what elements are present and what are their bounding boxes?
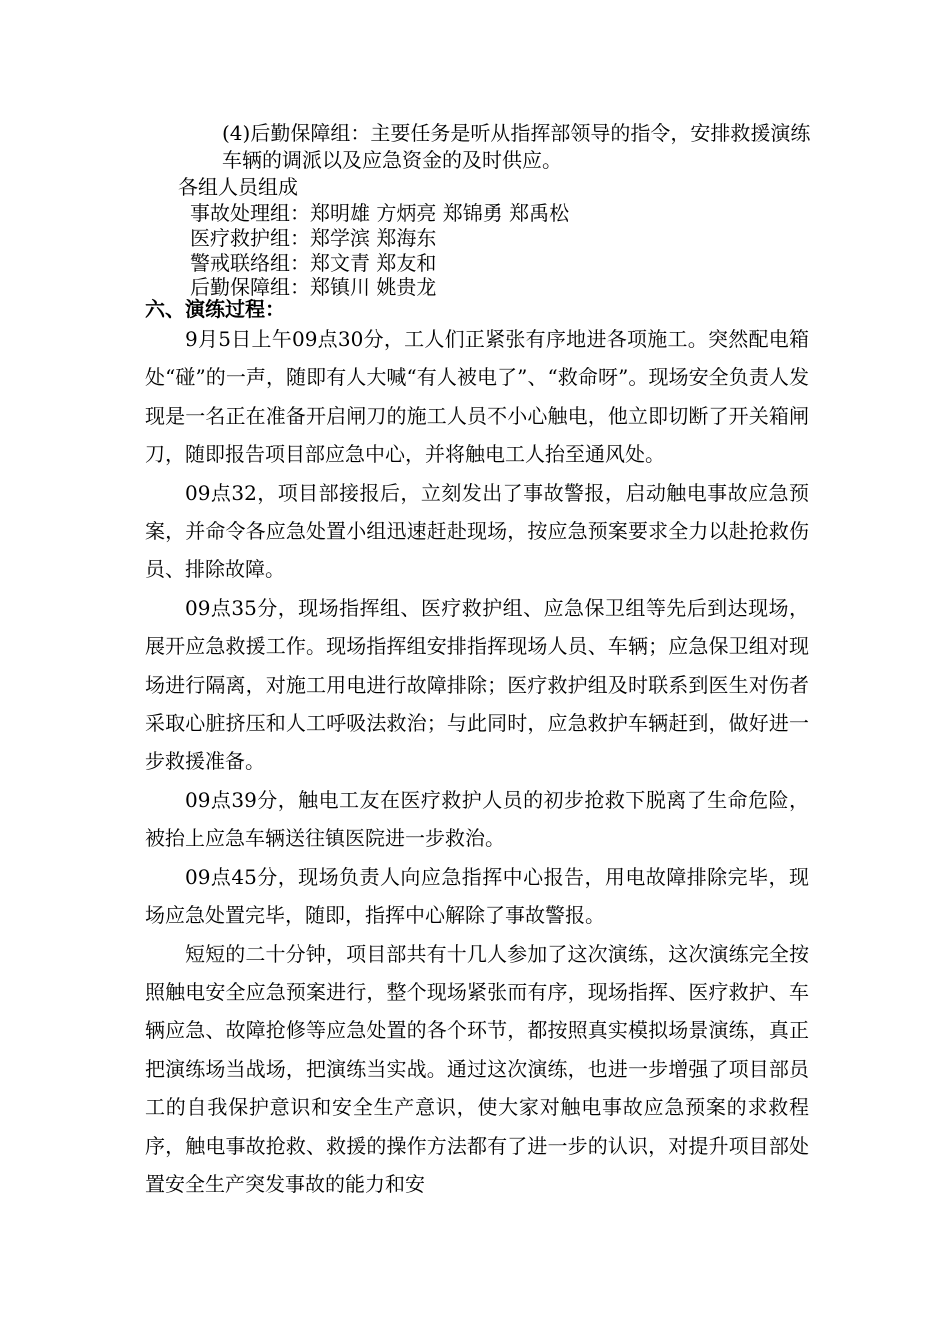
paragraph: 9月5日上午09点30分，工人们正紧张有序地进各项施工。突然配电箱处“碰”的一声，随即有人大喊“有人被电了”、“救命呀”。现场安全负责人发现是一名正在准备开启闸刀的施工人员不小心触电，他立即切断了开关箱闸刀，随即报告项目部应急中心，并将触电工人抬至通风处。 bbox=[145, 327, 809, 467]
paragraph: 09点39分，触电工友在医疗救护人员的初步抢救下脱离了生命危险，被抬上应急车辆送往镇医院进一步救治。 bbox=[145, 787, 809, 851]
member-line-accident: 事故处理组：郑明雄 方炳亮 郑锦勇 郑禹松 bbox=[190, 201, 570, 225]
logistics-group-item: (4)后勤保障组：主要任务是听从指挥部领导的指令，安排救援演练车辆的调派以及应急资金的及时供应。 bbox=[222, 121, 811, 172]
member-line-medical: 医疗救护组：郑学滨 郑海东 bbox=[190, 226, 437, 250]
members-title: 各组人员组成 bbox=[178, 175, 298, 199]
member-line-security: 警戒联络组：郑文青 郑友和 bbox=[190, 251, 437, 275]
member-line-logistics: 后勤保障组：郑镇川 姚贵龙 bbox=[190, 275, 437, 299]
paragraph: 09点32，项目部接报后，立刻发出了事故警报，启动触电事故应急预案，并命令各应急处置小组迅速赶赴现场，按应急预案要求全力以赴抢救伤员、排除故障。 bbox=[145, 480, 809, 582]
drill-process-body bbox=[145, 320, 809, 1203]
paragraph: 09点35分，现场指挥组、医疗救护组、应急保卫组等先后到达现场，展开应急救援工作。现场指挥组安排指挥现场人员、车辆；应急保卫组对现场进行隔离，对施工用电进行故障排除；医疗救护组及时联系到医生对伤者采取心脏挤压和人工呼吸法救治；与此同时，应急救护车辆赶到，做好进一步救援准备。 bbox=[145, 595, 809, 774]
paragraph: 短短的二十分钟，项目部共有十几人参加了这次演练，这次演练完全按照触电安全应急预案进行，整个现场紧张而有序，现场指挥、医疗救护、车辆应急、故障抢修等应急处置的各个环节，都按照真实模拟场景演练，真正把演练场当战场，把演练当实战。通过这次演练，也进一步增强了项目部员工的自我保护意识和安全生产意识，使大家对触电事故应急预案的求救程序，触电事故抢救、救援的操作方法都有了进一步的认识，对提升项目部处置安全生产突发事故的能力和安 bbox=[145, 941, 809, 1196]
section-heading: 六、演练过程： bbox=[145, 297, 285, 321]
paragraph: 09点45分，现场负责人向应急指挥中心报告，用电故障排除完毕，现场应急处置完毕，随即，指挥中心解除了事故警报。 bbox=[145, 864, 809, 928]
